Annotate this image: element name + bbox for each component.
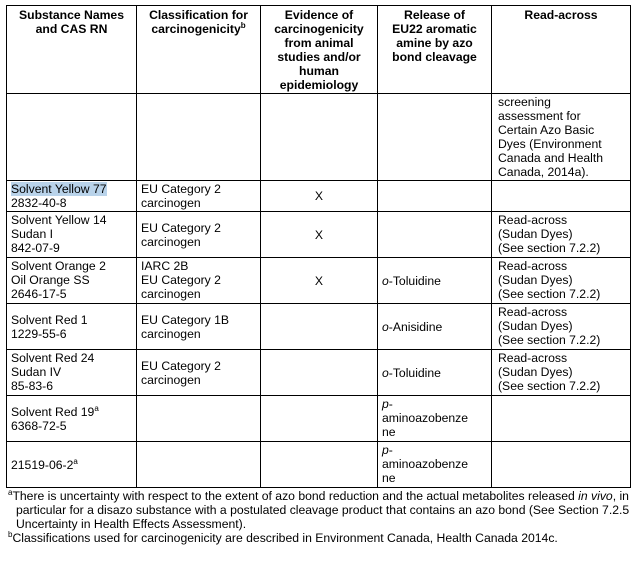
evidence-cell: X [261,181,378,212]
table-row [7,258,631,304]
classification-cell [137,396,261,442]
substance-name-cell: Solvent Yellow 77 2832-40-8 [7,181,137,212]
release-cell: o-Anisidine [378,304,492,350]
table-row [7,304,631,350]
document-page [6,5,630,545]
table-header-row [7,6,631,94]
substance-name-cell: Solvent Yellow 14 Sudan I 842-07-9 [7,212,137,258]
read-across-cell [492,442,631,488]
evidence-cell [261,396,378,442]
read-across-cell [492,181,631,212]
header-evidence: Evidence of carcinogenicity from animal studies and/or human epidemiology [261,6,378,94]
table-row [7,442,631,488]
read-across-cell: Read-across (Sudan Dyes) (See section 7.2.2) [492,212,631,258]
footnotes [6,489,630,545]
release-cell: o-Toluidine [378,258,492,304]
substance-name-cell: Solvent Red 24 Sudan IV 85-83-6 [7,350,137,396]
footnote-b: $^b$Classifications used for carcinogenicity are described in Environment Canada, Health Canada 2014c. [8,529,558,545]
table-row [7,212,631,258]
read-across-cell [492,396,631,442]
read-across-cell: Read-across (Sudan Dyes) (See section 7.2.2) [492,258,631,304]
header-release: Release of EU22 aromatic amine by azo bond cleavage [378,6,492,94]
classification-cell: EU Category 2 carcinogen [137,212,261,258]
read-across-cell: Read-across (Sudan Dyes) (See section 7.2.2) [492,350,631,396]
continuation-read-across: screening assessment for Certain Azo Basic Dyes (Environment Canada and Health Canada, 2014a). [492,94,631,181]
table-row [7,396,631,442]
highlighted-text[interactable]: Solvent Yellow 77 [11,182,107,196]
release-cell [378,181,492,212]
evidence-cell [261,442,378,488]
substance-name-cell: 21519-06-2$^a$ [7,442,137,488]
release-cell: o-Toluidine [378,350,492,396]
evidence-cell [261,350,378,396]
classification-cell: EU Category 1B carcinogen [137,304,261,350]
classification-cell: EU Category 2 carcinogen [137,350,261,396]
footnote-a: $^a$There is uncertainty with respect to the extent of azo bond reduction and the actual metabolites released in vivo, in particular for a disazo substance with a postulated cleavage product that contains an azo bond (See Section 7.2.5 Uncertainty in Health Effects Assessment). [8,487,630,531]
classification-cell [137,442,261,488]
evidence-cell: X [261,258,378,304]
table-row [7,350,631,396]
substance-table [6,5,631,488]
release-cell: p- aminoazobenze ne [378,396,492,442]
release-cell: p- aminoazobenze ne [378,442,492,488]
substance-name-cell: Solvent Orange 2 Oil Orange SS 2646-17-5 [7,258,137,304]
release-cell [378,212,492,258]
header-read-across: Read-across [492,6,631,94]
read-across-cell: Read-across (Sudan Dyes) (See section 7.2.2) [492,304,631,350]
header-classification: Classification for carcinogenicity$^b$ [137,6,261,94]
evidence-cell [261,304,378,350]
continuation-row [7,94,631,181]
classification-cell: IARC 2B EU Category 2 carcinogen [137,258,261,304]
evidence-cell: X [261,212,378,258]
classification-cell: EU Category 2 carcinogen [137,181,261,212]
header-substance-names: Substance Names and CAS RN [7,6,137,94]
table-row [7,181,631,212]
substance-name-cell: Solvent Red 19$^a$ 6368-72-5 [7,396,137,442]
substance-name-cell: Solvent Red 1 1229-55-6 [7,304,137,350]
